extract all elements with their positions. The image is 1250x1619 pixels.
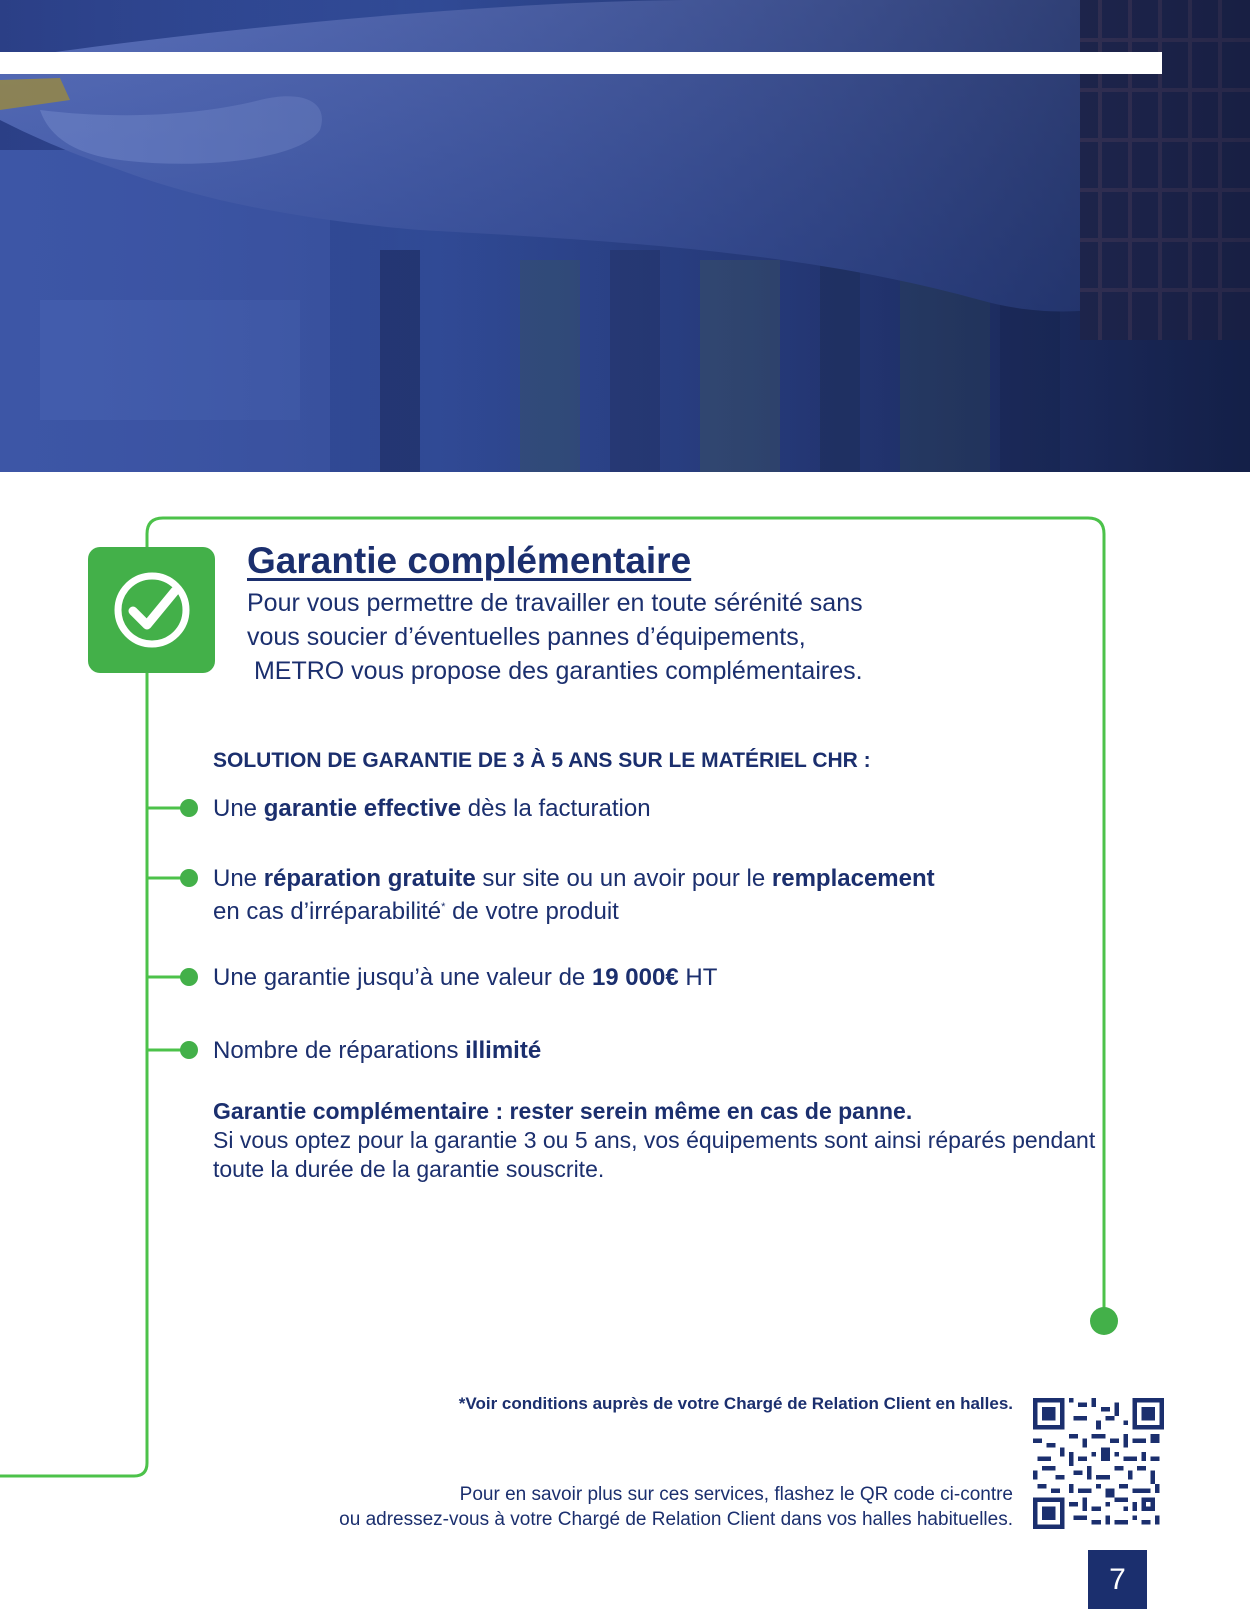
bullet-connectors — [147, 799, 198, 1059]
intro-line: METRO vous propose des garanties complémentaires. — [247, 657, 863, 685]
solution-title: SOLUTION DE GARANTIE DE 3 À 5 ANS SUR LE MATÉRIEL CHR : — [213, 749, 871, 772]
benefit-item: Nombre de réparations illimité — [213, 1037, 542, 1064]
bullet-dot — [180, 799, 198, 817]
intro-line: Pour vous permettre de travailler en toute sérénité sans — [247, 589, 863, 617]
intro-line: vous soucier d’éventuelles pannes d’équipements, — [247, 623, 806, 651]
bullet-dot — [180, 968, 198, 986]
benefit-item: Une garantie effective dès la facturation — [213, 795, 651, 822]
qr-code-icon[interactable] — [1033, 1398, 1164, 1529]
check-circle-icon — [111, 569, 193, 651]
more-info-text: Pour en savoir plus sur ces services, flashez le QR code ci-contre ou adressez-vous à votre Chargé de Relation Client dans vos halles habituelles. — [339, 1484, 1013, 1530]
intro-paragraph — [247, 586, 1007, 688]
conclusion-paragraph — [213, 1097, 1113, 1184]
page-number: 7 — [1088, 1550, 1147, 1609]
footnote: *Voir conditions auprès de votre Chargé de Relation Client en halles. — [458, 1394, 1013, 1413]
conclusion-text: Si vous optez pour la garantie 3 ou 5 ans, vos équipements sont ainsi réparés pendant toute la durée de la garantie souscrite. — [213, 1127, 1096, 1182]
benefit-item: Une garantie jusqu’à une valeur de 19 000€ HT — [213, 964, 718, 991]
benefit-item: Une réparation gratuite sur site ou un avoir pour le remplacement en cas d’irréparabilité* de votre produit — [213, 865, 935, 925]
section-heading: Garantie complémentaire — [247, 540, 692, 581]
frame-end-dot — [1090, 1307, 1118, 1335]
check-badge — [88, 547, 215, 673]
bullet-dot — [180, 869, 198, 887]
bullet-dot — [180, 1041, 198, 1059]
conclusion-heading: Garantie complémentaire : rester serein même en cas de panne. — [213, 1098, 913, 1124]
